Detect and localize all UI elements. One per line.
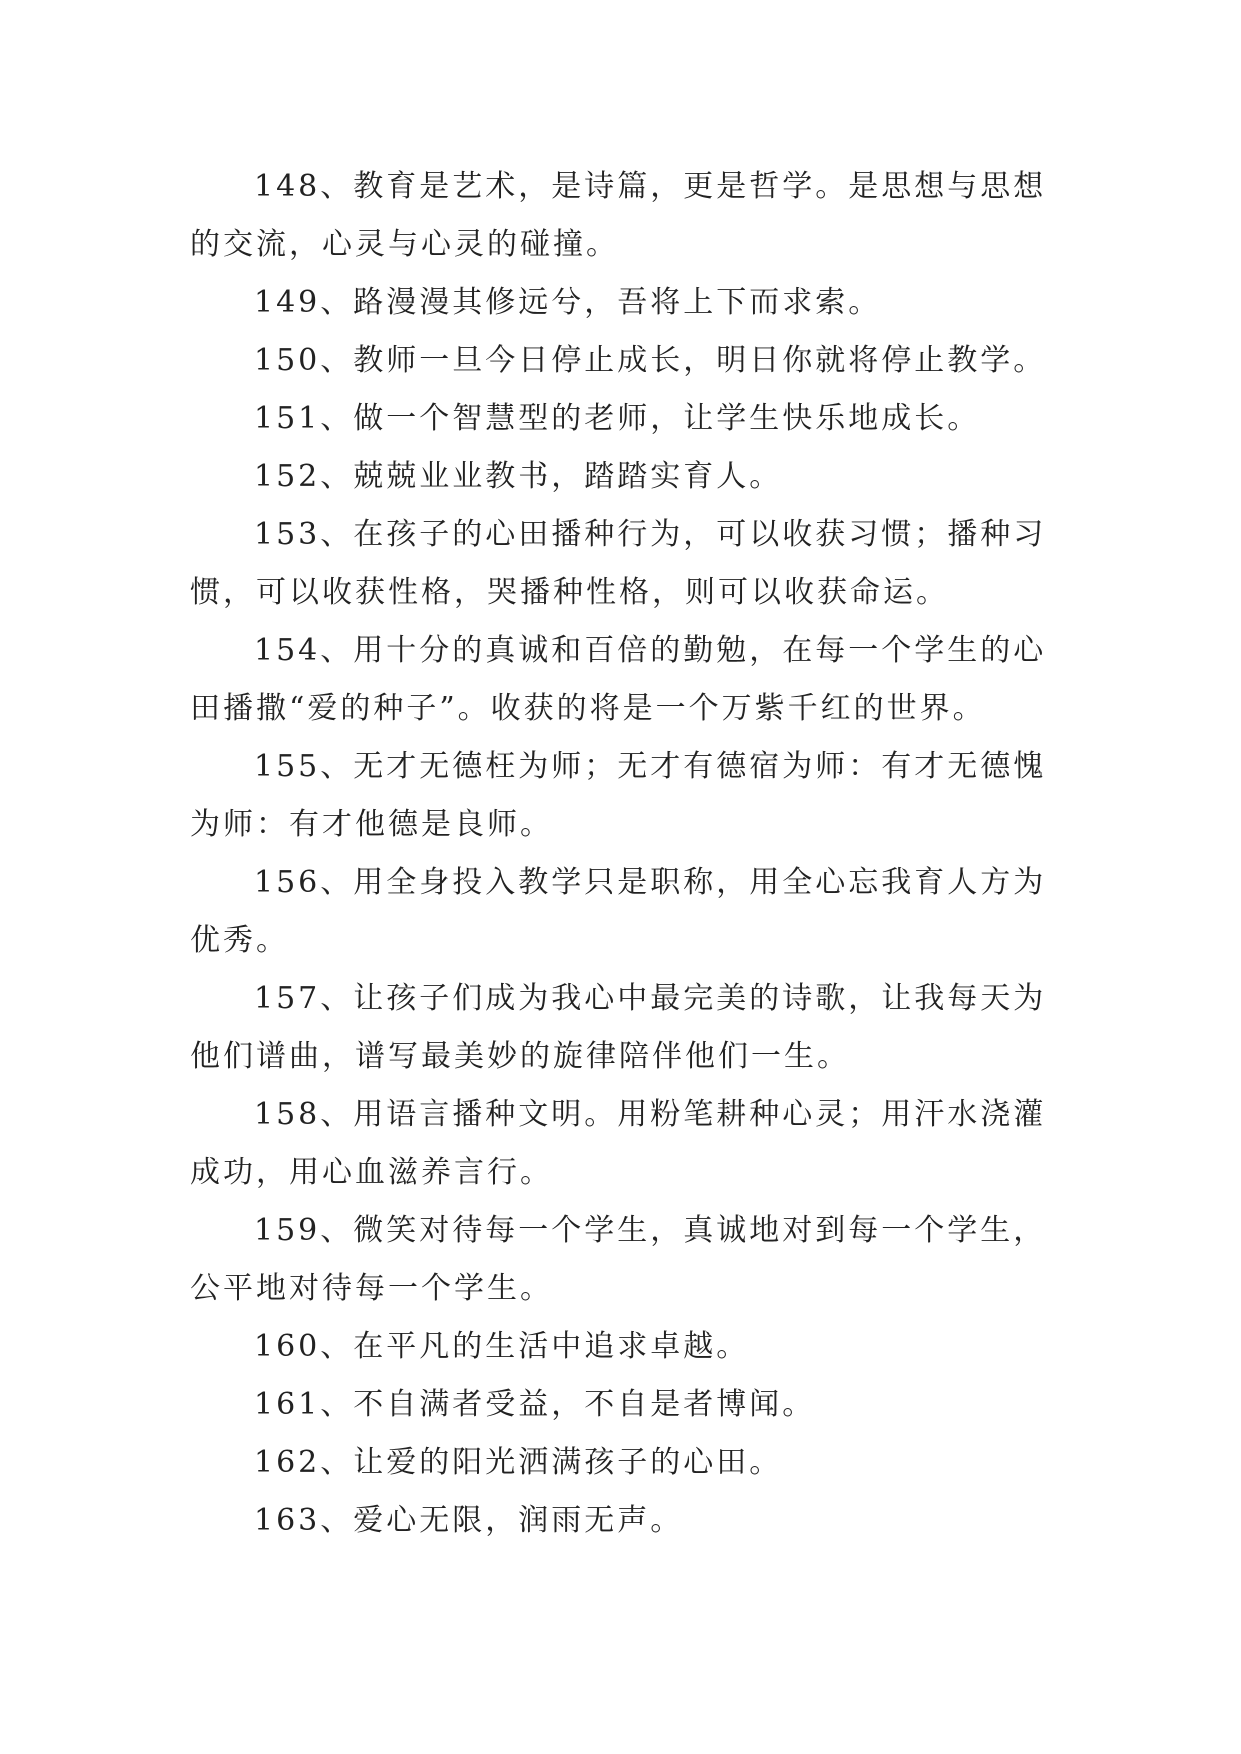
document-body: [190, 158, 1054, 1550]
paragraph-154: 154、用十分的真诚和百倍的勤勉，在每一个学生的心田播撒“爱的种子”。收获的将是一个万紫千红的世界。: [190, 633, 1047, 726]
paragraph-158: 158、用语言播种文明。用粉笔耕种心灵；用汗水浇灌成功，用心血滋养言行。: [190, 1097, 1047, 1190]
paragraph-160: 160、在平凡的生活中追求卓越。: [254, 1329, 750, 1364]
paragraph-155: 155、无才无德枉为师；无才有德宿为师：有才无德愧为师：有才他德是良师。: [190, 749, 1047, 842]
paragraph-156: 156、用全身投入教学只是职称，用全心忘我育人方为优秀。: [190, 865, 1047, 958]
paragraph-153: 153、在孩子的心田播种行为，可以收获习惯；播种习惯，可以收获性格，哭播种性格，则可以收获命运。: [190, 517, 1047, 610]
paragraph-161: 161、不自满者受益，不自是者博闻。: [254, 1387, 816, 1422]
paragraph-162: 162、让爱的阳光洒满孩子的心田。: [254, 1445, 783, 1480]
paragraph-157: 157、让孩子们成为我心中最完美的诗歌，让我每天为他们谱曲，谱写最美妙的旋律陪伴他们一生。: [190, 981, 1047, 1074]
paragraph-163: 163、爱心无限，润雨无声。: [254, 1503, 684, 1538]
paragraph-152: 152、兢兢业业教书，踏踏实育人。: [254, 459, 783, 494]
paragraph-151: 151、做一个智慧型的老师，让学生快乐地成长。: [254, 401, 981, 436]
paragraph-150: 150、教师一旦今日停止成长，明日你就将停止教学。: [254, 343, 1047, 378]
paragraph-159: 159、微笑对待每一个学生，真诚地对到每一个学生，公平地对待每一个学生。: [190, 1213, 1047, 1306]
paragraph-149: 149、路漫漫其修远兮，吾将上下而求索。: [254, 285, 882, 320]
paragraph-148: 148、教育是艺术，是诗篇，更是哲学。是思想与思想的交流，心灵与心灵的碰撞。: [190, 169, 1047, 262]
